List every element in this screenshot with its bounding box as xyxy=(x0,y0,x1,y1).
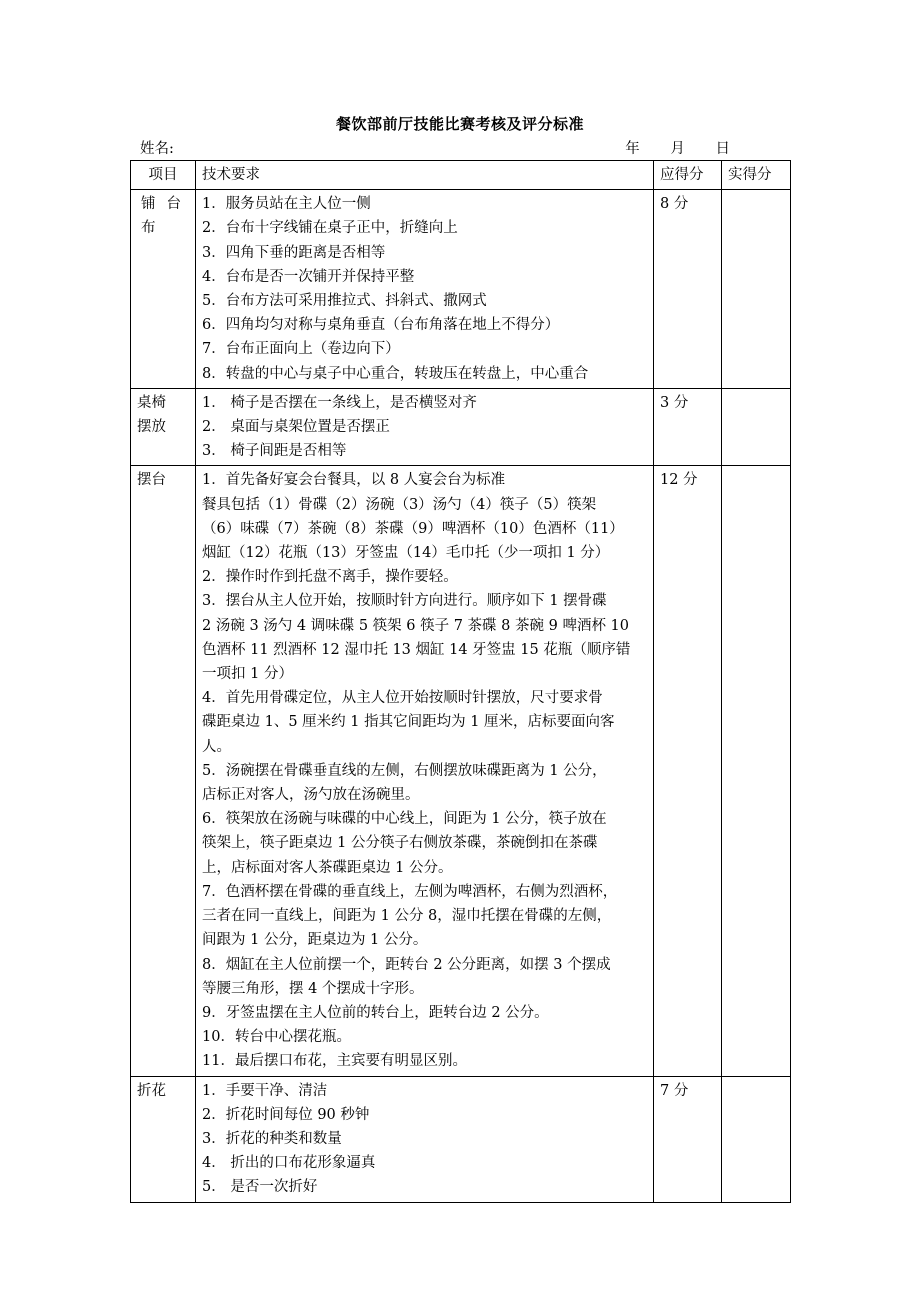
requirement-line: 2．台布十字线铺在桌子正中，折缝向上 xyxy=(202,220,458,237)
requirement-line: 10．转台中心摆花瓶。 xyxy=(202,1029,351,1046)
max-score: 7 分 xyxy=(654,1076,722,1202)
requirement-line: 11．最后摆口布花，主宾要有明显区别。 xyxy=(202,1053,467,1070)
requirement-line: （6）味碟（7）茶碗（8）茶碟（9）啤酒杯（10）色酒杯（11） xyxy=(202,520,624,537)
requirement-line: 2． 桌面与桌架位置是否摆正 xyxy=(202,419,390,436)
header-actual-score: 实得分 xyxy=(722,161,791,190)
requirement-line: 5．台布方法可采用推拉式、抖斜式、撒网式 xyxy=(202,293,487,310)
item-name: 摆台 xyxy=(131,466,196,1076)
item-name-part: 桌椅摆放 xyxy=(137,394,166,436)
requirements-cell xyxy=(196,466,654,1076)
requirement-line: 筷架上，筷子距桌边 1 公分筷子右侧放茶碟，茶碗倒扣在茶碟 xyxy=(202,835,598,852)
requirement-line: 等腰三角形，摆 4 个摆成十字形。 xyxy=(202,980,424,997)
requirement-line: 6．四角均匀对称与桌角垂直（台布角落在地上不得分） xyxy=(202,317,560,334)
requirement-line: 烟缸（12）花瓶（13）牙签盅（14）毛巾托（少一项扣 1 分） xyxy=(202,545,610,562)
table-header-row xyxy=(131,161,791,190)
table-row xyxy=(131,1076,791,1202)
requirements-cell xyxy=(196,1076,654,1202)
requirement-line: 店标正对客人，汤勺放在汤碗里。 xyxy=(202,787,420,804)
requirement-line: 9．牙签盅摆在主人位前的转台上，距转台边 2 公分。 xyxy=(202,1004,549,1021)
item-name xyxy=(131,190,196,389)
requirement-line: 一项扣 1 分） xyxy=(202,666,293,683)
requirement-line: 餐具包括（1）骨碟（2）汤碗（3）汤勺（4）筷子（5）筷架 xyxy=(202,496,597,513)
actual-score xyxy=(722,466,791,1076)
requirements-cell xyxy=(196,388,654,466)
scoring-table xyxy=(130,160,791,1203)
date-label: 年 月 日 xyxy=(625,141,730,157)
requirement-line: 4．首先用骨碟定位，从主人位开始按顺时针摆放，尺寸要求骨 xyxy=(202,690,603,707)
requirement-line: 1． 椅子是否摆在一条线上，是否横竖对齐 xyxy=(202,394,477,411)
requirement-line: 3．摆台从主人位开始，按顺时针方向进行。顺序如下 1 摆骨碟 xyxy=(202,593,607,610)
requirement-line: 4．台布是否一次铺开并保持平整 xyxy=(202,268,415,285)
requirement-line: 2．操作时作到托盘不离手，操作要轻。 xyxy=(202,569,458,586)
table-row xyxy=(131,388,791,466)
requirement-line: 7．台布正面向上（卷边向下） xyxy=(202,341,400,358)
name-label: 姓名: xyxy=(140,141,174,157)
requirement-line: 碟距桌边 1、5 厘米约 1 指其它间距均为 1 厘米，店标要面向客 xyxy=(202,714,615,731)
requirement-line: 2 汤碗 3 汤勺 4 调味碟 5 筷架 6 筷子 7 茶碟 8 茶碗 9 啤酒杯 10 xyxy=(202,617,629,634)
requirement-line: 1．首先备好宴会台餐具，以 8 人宴会台为标准 xyxy=(202,472,506,489)
requirement-line: 人。 xyxy=(202,738,231,755)
actual-score xyxy=(722,388,791,466)
requirement-line: 3．折花的种类和数量 xyxy=(202,1130,342,1147)
actual-score xyxy=(722,190,791,389)
form-meta xyxy=(140,137,790,157)
actual-score xyxy=(722,1076,791,1202)
item-name xyxy=(131,388,196,466)
max-score: 8 分 xyxy=(654,190,722,389)
max-score: 12 分 xyxy=(654,466,722,1076)
header-max-score: 应得分 xyxy=(654,161,722,190)
requirement-line: 5． 是否一次折好 xyxy=(202,1179,318,1196)
table-row xyxy=(131,466,791,1076)
requirement-line: 6．筷架放在汤碗与味碟的中心线上，间距为 1 公分，筷子放在 xyxy=(202,811,607,828)
item-name: 折花 xyxy=(131,1076,196,1202)
header-item: 项目 xyxy=(131,161,196,190)
max-score: 3 分 xyxy=(654,388,722,466)
requirement-line: 1．手要干净、清洁 xyxy=(202,1082,328,1099)
requirements-cell xyxy=(196,190,654,389)
requirement-line: 1．服务员站在主人位一侧 xyxy=(202,196,371,213)
requirement-line: 上，店标面对客人茶碟距桌边 1 公分。 xyxy=(202,859,453,876)
document-title: 餐饮部前厅技能比赛考核及评分标准 xyxy=(335,115,584,133)
table-row xyxy=(131,190,791,389)
requirement-line: 间跟为 1 公分，距桌边为 1 公分。 xyxy=(202,932,428,949)
requirement-line: 色酒杯 11 烈酒杯 12 湿巾托 13 烟缸 14 牙签盅 15 花瓶（顺序错 xyxy=(202,641,631,658)
requirement-line: 三者在同一直线上，间距为 1 公分 8，湿巾托摆在骨碟的左侧， xyxy=(202,908,612,925)
item-name-part: 铺 台 布 xyxy=(141,196,181,237)
requirement-line: 3． 椅子间距是否相等 xyxy=(202,443,347,460)
requirement-line: 4． 折出的口布花形象逼真 xyxy=(202,1155,376,1172)
requirement-line: 3．四角下垂的距离是否相等 xyxy=(202,244,386,261)
requirement-line: 7．色酒杯摆在骨碟的垂直线上，左侧为啤酒杯，右侧为烈酒杯， xyxy=(202,883,618,900)
requirement-line: 2．折花时间每位 90 秒钟 xyxy=(202,1106,370,1123)
requirement-line: 8．转盘的中心与桌子中心重合，转玻压在转盘上，中心重合 xyxy=(202,365,589,382)
requirement-line: 5．汤碗摆在骨碟垂直线的左侧，右侧摆放味碟距离为 1 公分， xyxy=(202,762,607,779)
requirement-line: 8．烟缸在主人位前摆一个，距转台 2 公分距离，如摆 3 个摆成 xyxy=(202,956,611,973)
header-requirements: 技术要求 xyxy=(196,161,654,190)
